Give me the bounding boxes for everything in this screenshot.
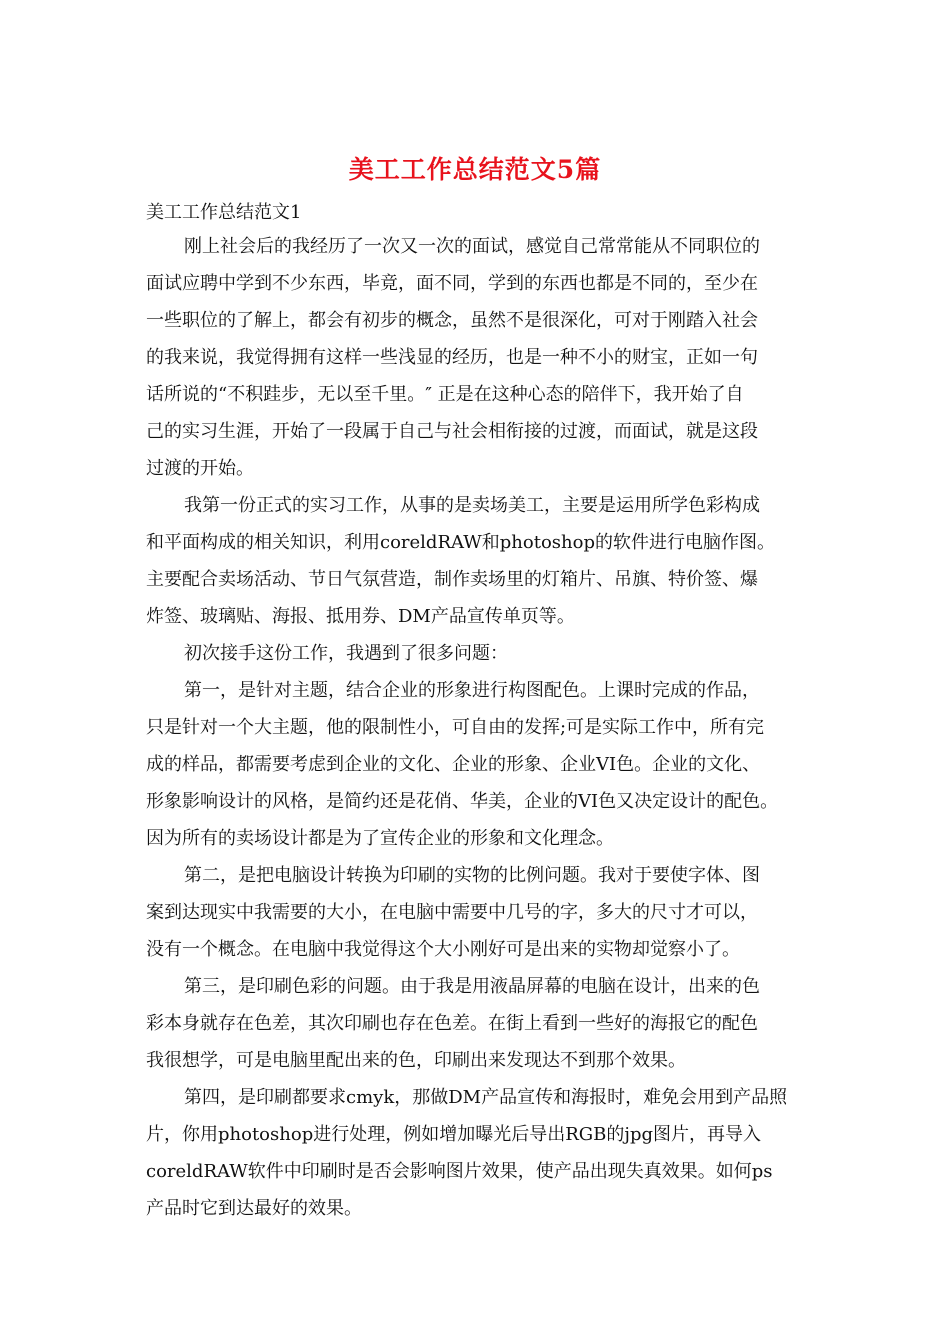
body-line: 第三，是印刷色彩的问题。由于我是用液晶屏幕的电脑在设计，出来的色 <box>184 976 760 997</box>
body-line: 成的样品，都需要考虑到企业的文化、企业的形象、企业VI色。企业的文化、 <box>146 754 761 775</box>
body-line: 我第一份正式的实习工作，从事的是卖场美工，主要是运用所学色彩构成 <box>184 495 760 516</box>
body-line: 第四，是印刷都要求cmyk，那做DM产品宣传和海报时，难免会用到产品照 <box>184 1087 788 1108</box>
body-line: 过渡的开始。 <box>146 458 254 479</box>
body-line: 形象影响设计的风格，是简约还是花俏、华美，企业的VI色又决定设计的配色。 <box>146 791 779 812</box>
body-line: coreldRAW软件中印刷时是否会影响图片效果，使产品出现失真效果。如何ps <box>146 1161 773 1182</box>
document-title: 美工工作总结范文5篇 <box>348 155 602 184</box>
body-line: 没有一个概念。在电脑中我觉得这个大小刚好可是出来的实物却觉察小了。 <box>146 939 740 960</box>
body-line: 案到达现实中我需要的大小，在电脑中需要中几号的字，多大的尺寸才可以， <box>146 902 758 923</box>
body-line: 己的实习生涯，开始了一段属于自己与社会相衔接的过渡，而面试，就是这段 <box>146 421 758 442</box>
body-line: 刚上社会后的我经历了一次又一次的面试，感觉自己常常能从不同职位的 <box>184 236 760 257</box>
body-line: 我很想学，可是电脑里配出来的色，印刷出来发现达不到那个效果。 <box>146 1050 686 1071</box>
body-line: 一些职位的了解上，都会有初步的概念，虽然不是很深化，可对于刚踏入社会 <box>146 310 758 331</box>
document-body <box>146 228 826 1227</box>
section-heading: 美工工作总结范文1 <box>146 202 302 223</box>
body-line: 和平面构成的相关知识，利用coreldRAW和photoshop的软件进行电脑作图。 <box>146 532 775 553</box>
body-line: 片，你用photoshop进行处理，例如增加曝光后导出RGB的jpg图片，再导入 <box>146 1124 761 1145</box>
body-line: 面试应聘中学到不少东西，毕竟，面不同，学到的东西也都是不同的，至少在 <box>146 273 758 294</box>
body-line: 初次接手这份工作，我遇到了很多问题： <box>184 643 508 664</box>
body-line: 产品时它到达最好的效果。 <box>146 1198 362 1219</box>
body-line: 只是针对一个大主题，他的限制性小，可自由的发挥;可是实际工作中，所有完 <box>146 717 765 738</box>
body-line: 的我来说，我觉得拥有这样一些浅显的经历，也是一种不小的财宝，正如一句 <box>146 347 758 368</box>
body-line: 彩本身就存在色差，其次印刷也存在色差。在街上看到一些好的海报它的配色 <box>146 1013 758 1034</box>
body-line: 主要配合卖场活动、节日气氛营造，制作卖场里的灯箱片、吊旗、特价签、爆 <box>146 569 758 590</box>
body-line: 话所说的“不积跬步，无以至千里。″ 正是在这种心态的陪伴下，我开始了自 <box>146 384 744 405</box>
body-line: 第一，是针对主题，结合企业的形象进行构图配色。上课时完成的作品， <box>184 680 760 701</box>
body-line: 第二，是把电脑设计转换为印刷的实物的比例问题。我对于要使字体、图 <box>184 865 760 886</box>
body-line: 因为所有的卖场设计都是为了宣传企业的形象和文化理念。 <box>146 828 614 849</box>
body-line: 炸签、玻璃贴、海报、抵用券、DM产品宣传单页等。 <box>146 606 575 627</box>
